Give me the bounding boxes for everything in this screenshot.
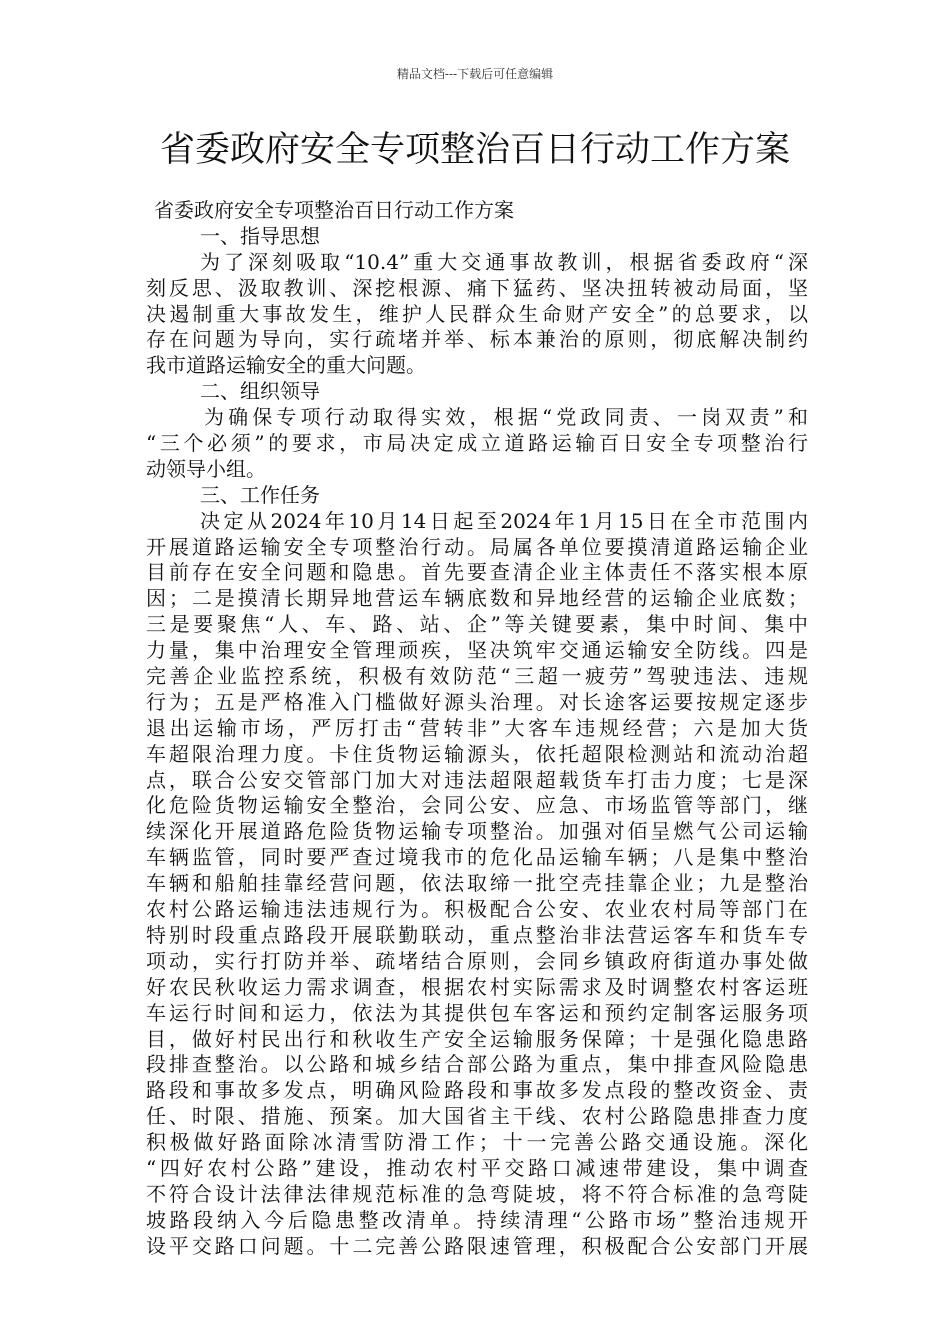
body-line: 为确保专项行动取得实效，根据“党政同责、一岗双责”和 <box>204 405 808 430</box>
body-line: 路段和事故多发点，明确风险路段和事故多发点段的整改资金、责 <box>146 1078 808 1103</box>
body-line: 车超限治理力度。卡住货物运输源头，依托超限检测站和流动治超 <box>146 741 808 766</box>
body-line: 目，做好村民出行和秋收生产安全运输服务保障；十是强化隐患路 <box>146 1026 808 1051</box>
body-line: 三是要聚焦“人、车、路、站、企”等关键要素，集中时间、集中 <box>146 612 808 637</box>
body-line: 设平交路口问题。十二完善公路限速管理，积极配合公安部门开展 <box>146 1233 808 1258</box>
body-line: 刻反思、汲取教训、深挖根源、痛下猛药、坚决扭转被动局面，坚 <box>146 275 808 300</box>
body-line: 力量，集中治理安全管理顽疾，坚决筑牢交通运输安全防线。四是 <box>146 638 808 663</box>
body-line: 车辆监管，同时要严查过境我市的危化品运输车辆；八是集中整治 <box>146 845 808 870</box>
body-line: 二、组织领导 <box>200 379 320 404</box>
body-line: 开展道路运输安全专项整治行动。局属各单位要摸清道路运输企业 <box>146 534 808 559</box>
body-line: 我市道路运输安全的重大问题。 <box>146 353 426 378</box>
body-line: 坡路段纳入今后隐患整改清单。持续清理“公路市场”整治违规开 <box>146 1207 808 1232</box>
body-line: 项动，实行打防并举、疏堵结合原则，会同乡镇政府街道办事处做 <box>146 948 808 973</box>
body-line: 动领导小组。 <box>146 456 266 481</box>
body-line: 车辆和船舶挂靠经营问题，依法取缔一批空壳挂靠企业；九是整治 <box>146 871 808 896</box>
body-line: 三、工作任务 <box>200 482 320 507</box>
body-line: 点，联合公安交管部门加大对违法超限超载货车打击力度；七是深 <box>146 767 808 792</box>
document-title: 省委政府安全专项整治百日行动工作方案 <box>159 130 790 170</box>
body-line: 积极做好路面除冰清雪防滑工作；十一完善公路交通设施。深化 <box>146 1130 808 1155</box>
body-line: 完善企业监控系统，积极有效防范“三超一疲劳”驾驶违法、违规 <box>146 664 808 689</box>
body-line: 农村公路运输违法违规行为。积极配合公安、农业农村局等部门在 <box>146 897 808 922</box>
body-line: “四好农村公路”建设，推动农村平交路口减速带建设，集中调查 <box>146 1155 808 1180</box>
body-line: 续深化开展道路危险货物运输专项整治。加强对佰呈燃气公司运输 <box>146 819 808 844</box>
body-line: 省委政府安全专项整治百日行动工作方案 <box>154 198 514 222</box>
body-line: 决定从2024年10月14日起至2024年1月15日在全市范围内 <box>200 508 808 533</box>
body-line: 好农民秋收运力需求调查，根据农村实际需求及时调整农村客运班 <box>146 974 808 999</box>
header-note: 精品文档---下载后可任意编辑 <box>396 67 554 81</box>
body-line: 特别时段重点路段开展联勤联动，重点整治非法营运客车和货车专 <box>146 922 808 947</box>
body-line: 行为；五是严格准入门槛做好源头治理。对长途客运要按规定逐步 <box>146 689 808 714</box>
body-line: 车运行时间和运力，依法为其提供包车客运和预约定制客运服务项 <box>146 1000 808 1025</box>
body-line: 退出运输市场，严厉打击“营转非”大客车违规经营；六是加大货 <box>146 715 808 740</box>
document-body <box>146 198 808 1260</box>
body-line: 目前存在安全问题和隐患。首先要查清企业主体责任不落实根本原 <box>146 560 808 585</box>
body-line: 为了深刻吸取“10.4”重大交通事故教训，根据省委政府“深 <box>200 249 808 274</box>
body-line: 因；二是摸清长期异地营运车辆底数和异地经营的运输企业底数； <box>146 586 808 611</box>
body-line: 不符合设计法律法律规范标准的急弯陡坡，将不符合标准的急弯陡 <box>146 1181 808 1206</box>
body-line: 任、时限、措施、预案。加大国省主干线、农村公路隐患排查力度 <box>146 1104 808 1129</box>
body-line: 存在问题为导向，实行疏堵并举、标本兼治的原则，彻底解决制约 <box>146 327 808 352</box>
body-line: 化危险货物运输安全整治，会同公安、应急、市场监管等部门，继 <box>146 793 808 818</box>
body-line: 段排查整治。以公路和城乡结合部公路为重点，集中排查风险隐患 <box>146 1052 808 1077</box>
body-line: 决遏制重大事故发生，维护人民群众生命财产安全”的总要求，以 <box>146 301 808 326</box>
body-line: “三个必须”的要求，市局决定成立道路运输百日安全专项整治行 <box>146 431 808 456</box>
body-line: 一、指导思想 <box>200 223 320 248</box>
